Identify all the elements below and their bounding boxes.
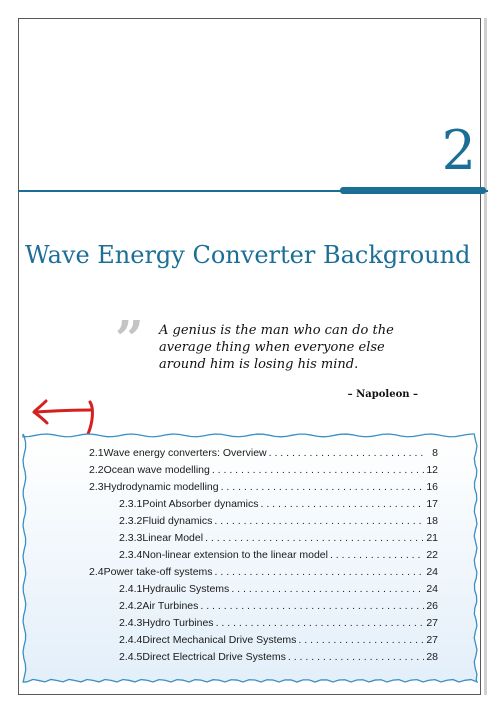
chapter-number: 2	[441, 119, 476, 182]
toc-entry[interactable]	[89, 481, 438, 498]
toc-entry-title: Direct Mechanical Drive Systems	[142, 634, 297, 646]
chapter-title: Wave Energy Converter Background	[25, 241, 471, 269]
toc-entry[interactable]	[119, 583, 438, 600]
toc-entry-title: Direct Electrical Drive Systems	[142, 651, 286, 663]
toc-entry-number: 2.3.2	[119, 515, 143, 527]
toc-entry[interactable]	[89, 447, 438, 464]
toc-entry-number: 2.3.3	[119, 532, 143, 544]
toc-entry-number: 2.4.1	[119, 583, 143, 595]
toc-entry-title: Power take-off systems	[103, 566, 213, 578]
toc-entry-page: 27	[426, 617, 438, 629]
chapter-rule-accent	[340, 187, 486, 194]
toc-entry-page: 12	[426, 464, 438, 476]
toc-entry-title: Air Turbines	[142, 600, 199, 612]
toc-leader-dots	[212, 464, 424, 476]
toc-leader-dots	[261, 498, 424, 510]
toc-entry-page: 28	[426, 651, 438, 663]
toc-leader-dots	[298, 634, 424, 646]
toc-leader-dots	[221, 481, 424, 493]
toc-leader-dots	[231, 583, 424, 595]
toc-entry[interactable]	[119, 515, 438, 532]
toc-leader-dots	[269, 447, 424, 459]
toc-entry-page: 24	[426, 566, 438, 578]
epigraph-text: A genius is the man who can do the average thing when everyone else around him is losing his mind.	[159, 323, 394, 372]
toc-leader-dots	[216, 617, 424, 629]
toc-entry-number: 2.4.4	[119, 634, 143, 646]
toc-entry[interactable]	[89, 464, 438, 481]
toc-entry[interactable]	[119, 549, 438, 566]
toc-entry[interactable]	[119, 651, 438, 668]
toc-entry-number: 2.3.4	[119, 549, 143, 561]
toc-leader-dots	[214, 515, 424, 527]
toc-entry-number: 2.1	[89, 447, 104, 459]
toc-entry-page: 24	[426, 583, 438, 595]
toc-entry-number: 2.4.2	[119, 600, 143, 612]
toc-entry-title: Fluid dynamics	[142, 515, 213, 527]
toc-leader-dots	[200, 600, 424, 612]
toc-entry-page: 27	[426, 634, 438, 646]
toc-entry-number: 2.3.1	[119, 498, 143, 510]
table-of-contents	[21, 432, 479, 684]
toc-entry-title: Ocean wave modelling	[103, 464, 210, 476]
toc-leader-dots	[330, 549, 424, 561]
toc-entry-number: 2.3	[89, 481, 104, 493]
toc-entry-page: 8	[432, 447, 438, 459]
toc-leader-dots	[205, 532, 424, 544]
toc-entry-number: 2.4.3	[119, 617, 143, 629]
toc-entry-number: 2.4	[89, 566, 104, 578]
toc-entry[interactable]	[119, 532, 438, 549]
toc-entry-page: 18	[426, 515, 438, 527]
toc-entry[interactable]	[119, 498, 438, 515]
toc-entry-page: 22	[426, 549, 438, 561]
toc-entry-title: Hydraulic Systems	[142, 583, 230, 595]
quote-mark-icon: ”	[115, 309, 138, 368]
page-edge-shadow	[484, 18, 487, 695]
toc-leader-dots	[288, 651, 424, 663]
toc-entry[interactable]	[119, 617, 438, 634]
toc-entry-page: 21	[426, 532, 438, 544]
toc-entry-number: 2.4.5	[119, 651, 143, 663]
epigraph-author: – Napoleon –	[347, 389, 418, 400]
toc-entry-number: 2.2	[89, 464, 104, 476]
toc-entry[interactable]	[119, 600, 438, 617]
toc-entry-page: 26	[426, 600, 438, 612]
toc-entry-title: Point Absorber dynamics	[142, 498, 259, 510]
toc-entry-title: Wave energy converters: Overview	[103, 447, 267, 459]
toc-entry-title: Hydro Turbines	[142, 617, 214, 629]
toc-entry-page: 17	[426, 498, 438, 510]
toc-entry-page: 16	[426, 481, 438, 493]
toc-leader-dots	[215, 566, 424, 578]
toc-entry-title: Linear Model	[142, 532, 204, 544]
toc-entry-title: Hydrodynamic modelling	[103, 481, 219, 493]
toc-entry-title: Non-linear extension to the linear model	[142, 549, 328, 561]
toc-entry[interactable]	[89, 566, 438, 583]
toc-entry[interactable]	[119, 634, 438, 651]
